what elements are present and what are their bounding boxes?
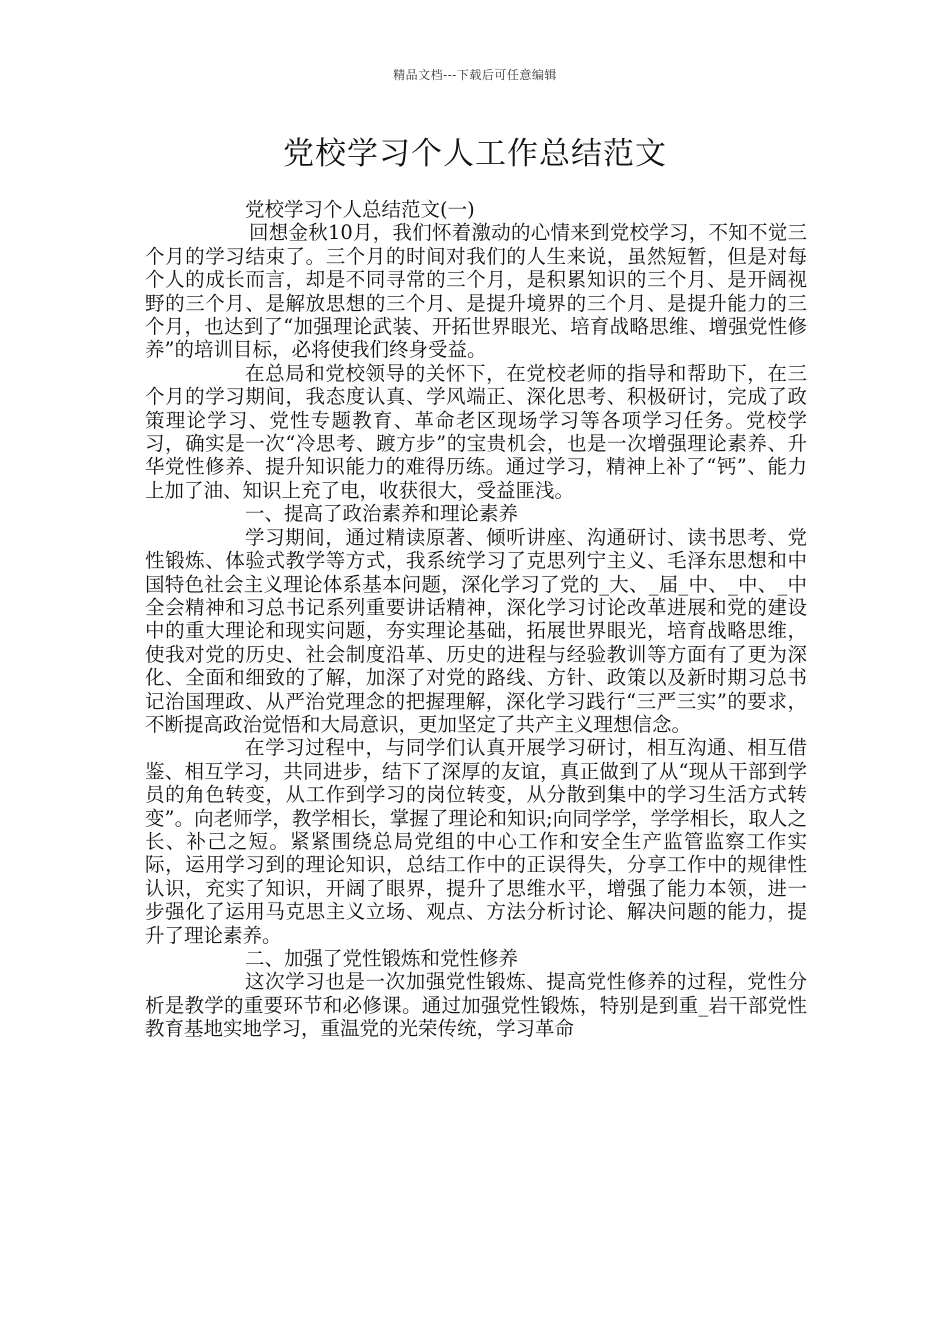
section-heading-1: 一、提高了政治素养和理论素养 (245, 502, 519, 526)
subtitle: 党校学习个人总结范文(一) (245, 198, 475, 221)
document-body (145, 198, 807, 1041)
paragraph: 这次学习也是一次加强党性锻炼、提高党性修养的过程，党性分析是教学的重要环节和必修课。通过加强党性锻炼，特别是到重_岩干部党性教育基地实地学习，重温党的光荣传统，学习革命 (145, 970, 807, 1041)
paragraph: 学习期间，通过精读原著、倾听讲座、沟通研讨、读书思考、党性锻炼、体验式教学等方式，我系统学习了克思列宁主义、毛泽东思想和中国特色社会主义理论体系基本问题，深化学习了党的_大、_届_中、_中、_中全会精神和习总书记系列重要讲话精神，深化学习讨论改革进展和党的建设中的重大理论和现实问题，夯实理论基础，拓展世界眼光，培育战略思维，使我对党的历史、社会制度沿革、历史的进程与经验教训等方面有了更为深化、全面和细致的了解，加深了对党的路线、方针、政策以及新时期习总书记治国理政、从严治党理念的把握理解，深化学习践行“三严三实”的要求，不断提高政治觉悟和大局意识，更加坚定了共产主义理想信念。 (145, 525, 807, 736)
paragraph: 在学习过程中，与同学们认真开展学习研讨，相互沟通、相互借鉴、相互学习，共同进步，结下了深厚的友谊，真正做到了从“现从干部到学员的角色转变，从工作到学习的岗位转变，从分散到集中的学习生活方式转变”。向老师学，教学相长，掌握了理论和知识;向同学学，学学相长，取人之长、补己之短。紧紧围绕总局党组的中心工作和安全生产监管监察工作实际，运用学习到的理论知识，总结工作中的正误得失，分享工作中的规律性认识，充实了知识，开阔了眼界，提升了思维水平，增强了能力本领，进一步强化了运用马克思主义立场、观点、方法分析讨论、解决问题的能力，提升了理论素养。 (145, 736, 807, 947)
header-note: 精品文档---下载后可任意编辑 (393, 68, 557, 82)
document-title: 党校学习个人工作总结范文 (283, 136, 667, 172)
paragraph: 回想金秋10月，我们怀着激动的心情来到党校学习，不知不觉三个月的学习结束了。三个月的时间对我们的人生来说，虽然短暂，但是对每个人的成长而言，却是不同寻常的三个月，是积累知识的三个月、是开阔视野的三个月、是解放思想的三个月、是提升境界的三个月、是提升能力的三个月，也达到了“加强理论武装、开拓世界眼光、培育战略思维、增强党性修养”的培训目标，必将使我们终身受益。 (145, 221, 807, 362)
section-heading-2: 二、加强了党性锻炼和党性修养 (245, 947, 519, 970)
paragraph: 在总局和党校领导的关怀下，在党校老师的指导和帮助下，在三个月的学习期间，我态度认真、学风端正、深化思考、积极研讨，完成了政策理论学习、党性专题教育、革命老区现场学习等各项学习任务。党校学习，确实是一次“冷思考、踱方步”的宝贵机会，也是一次增强理论素养、升华党性修养、提升知识能力的难得历练。通过学习，精神上补了“钙”、能力上加了油、知识上充了电，收获很大，受益匪浅。 (145, 361, 807, 502)
